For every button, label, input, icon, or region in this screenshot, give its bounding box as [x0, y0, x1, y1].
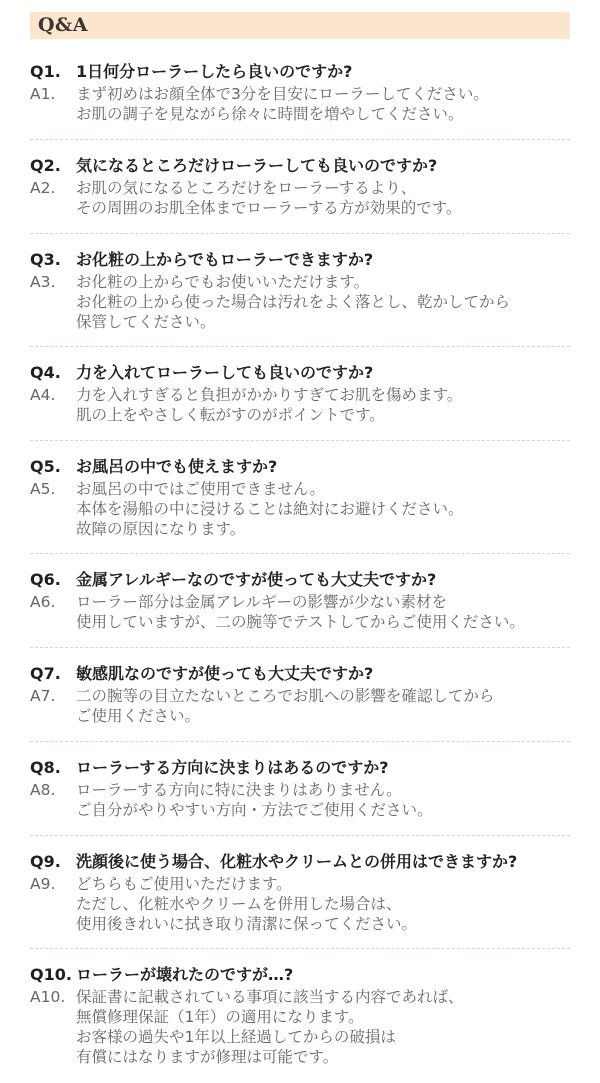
answer-number: A5.: [30, 480, 56, 498]
answer-text: [76, 272, 510, 332]
answer-number: A2.: [30, 179, 56, 197]
answer-line: 故障の原因になります。: [76, 520, 246, 538]
answer-number: A8.: [30, 781, 56, 799]
answer-line: お肌の調子を見ながら徐々に時間を増やしてください。: [76, 105, 464, 123]
answer-row: [30, 385, 570, 425]
answer-number: A7.: [30, 687, 56, 705]
answer-text: [76, 479, 464, 539]
question-number: Q3.: [30, 250, 61, 269]
answer-line: 二の腕等の目立たないところでお肌への影響を確認してから: [76, 687, 495, 705]
answer-line: お風呂の中ではご使用できません。: [76, 480, 325, 498]
answer-row: [30, 84, 570, 124]
answer-line: ご使用ください。: [76, 707, 201, 725]
answer-line: どちらもご使用いただけます。: [76, 875, 292, 893]
answer-text: [76, 178, 462, 218]
qa-item-9: [30, 850, 570, 963]
answer-number: A10.: [30, 988, 66, 1006]
dashed-divider: [30, 647, 570, 648]
answer-line: ただし、化粧水やクリームを併用した場合は、: [76, 895, 402, 913]
answer-text: [76, 874, 417, 934]
qa-item-10: [30, 963, 570, 1083]
question-number: Q10.: [30, 965, 72, 984]
question-row: [30, 850, 570, 874]
answer-number: A4.: [30, 386, 56, 404]
answer-line: 本体を湯船の中に浸けることは絶対にお避けください。: [76, 500, 464, 518]
answer-text: [76, 686, 494, 726]
qa-item-2: [30, 154, 570, 248]
answer-text: [76, 84, 489, 124]
dashed-divider: [30, 440, 570, 441]
question-text: 洗顔後に使う場合、化粧水やクリームとの併用はできますか?: [76, 852, 518, 871]
question-row: [30, 568, 570, 592]
dashed-divider: [30, 233, 570, 234]
dashed-divider: [30, 948, 570, 949]
question-text: 1日何分ローラーしたら良いのですか?: [76, 62, 353, 81]
answer-line: お肌の気になるところだけをローラーするより、: [76, 179, 417, 197]
question-row: [30, 455, 570, 479]
question-text: 力を入れてローラーしても良いのですか?: [76, 363, 374, 382]
answer-line: ご自分がやりやすい方向・方法でご使用ください。: [76, 801, 433, 819]
dashed-divider: [30, 553, 570, 554]
dashed-divider: [30, 741, 570, 742]
question-number: Q2.: [30, 156, 61, 175]
question-row: [30, 60, 570, 84]
answer-number: A3.: [30, 273, 56, 291]
answer-line: 使用後きれいに拭き取り清潔に保ってください。: [76, 915, 418, 933]
question-row: [30, 756, 570, 780]
answer-line: 有償にはなりますが修理は可能です。: [76, 1048, 339, 1066]
answer-line: ローラーする方向に特に決まりはありません。: [76, 781, 402, 799]
dashed-divider: [30, 835, 570, 836]
question-number: Q9.: [30, 852, 61, 871]
answer-row: [30, 987, 570, 1067]
answer-row: [30, 874, 570, 934]
answer-line: 保証書に記載されている事項に該当する内容であれば、: [76, 988, 464, 1006]
question-text: お風呂の中でも使えますか?: [76, 457, 278, 476]
question-text: ローラーする方向に決まりはあるのですか?: [76, 758, 389, 777]
question-number: Q5.: [30, 457, 61, 476]
answer-number: A1.: [30, 85, 56, 103]
qa-item-1: [30, 60, 570, 154]
question-number: Q6.: [30, 570, 61, 589]
answer-line: お化粧の上からでもお使いいただけます。: [76, 273, 370, 291]
qa-item-5: [30, 455, 570, 568]
dashed-divider: [30, 346, 570, 347]
answer-line: まず初めはお顔全体で3分を目安にローラーしてください。: [76, 85, 489, 103]
qa-item-3: [30, 248, 570, 361]
question-number: Q7.: [30, 664, 61, 683]
answer-text: [76, 987, 464, 1067]
qa-item-4: [30, 361, 570, 455]
answer-row: [30, 479, 570, 539]
question-row: [30, 361, 570, 385]
question-text: 敏感肌なのですが使っても大丈夫ですか?: [76, 664, 374, 683]
qa-item-8: [30, 756, 570, 850]
answer-text: [76, 780, 433, 820]
answer-line: お化粧の上から使った場合は汚れをよく落とし、乾かしてから: [76, 293, 511, 311]
answer-row: [30, 272, 570, 332]
question-text: 気になるところだけローラーしても良いのですか?: [76, 156, 438, 175]
answer-line: 力を入れすぎると負担がかかりすぎてお肌を傷めます。: [76, 386, 463, 404]
question-row: [30, 963, 570, 987]
qa-item-6: [30, 568, 570, 662]
question-text: ローラーが壊れたのですが…?: [76, 965, 294, 984]
answer-row: [30, 178, 570, 218]
answer-line: 使用していますが、二の腕等でテストしてからご使用ください。: [76, 613, 525, 631]
answer-line: お客様の過失や1年以上経過してからの破損は: [76, 1028, 396, 1046]
answer-text: [76, 592, 525, 632]
question-row: [30, 154, 570, 178]
answer-number: A9.: [30, 875, 56, 893]
answer-row: [30, 592, 570, 632]
answer-row: [30, 686, 570, 726]
question-number: Q1.: [30, 62, 61, 81]
answer-line: 肌の上をやさしく転がすのがポイントです。: [76, 406, 385, 424]
qa-header-title: Q&A: [38, 14, 88, 36]
answer-line: その周囲のお肌全体までローラーする方が効果的です。: [76, 199, 462, 217]
question-text: 金属アレルギーなのですが使っても大丈夫ですか?: [76, 570, 437, 589]
answer-line: 保管してください。: [76, 313, 216, 331]
question-number: Q8.: [30, 758, 61, 777]
qa-header-bar: [30, 12, 570, 39]
answer-row: [30, 780, 570, 820]
answer-line: 無償修理保証（1年）の適用になります。: [76, 1008, 364, 1026]
answer-line: ローラー部分は金属アレルギーの影響が少ない素材を: [76, 593, 447, 611]
answer-number: A6.: [30, 593, 56, 611]
question-number: Q4.: [30, 363, 61, 382]
dashed-divider: [30, 139, 570, 140]
question-row: [30, 662, 570, 686]
question-row: [30, 248, 570, 272]
answer-text: [76, 385, 462, 425]
qa-list: [30, 60, 570, 1083]
question-text: お化粧の上からでもローラーできますか?: [76, 250, 374, 269]
qa-item-7: [30, 662, 570, 756]
